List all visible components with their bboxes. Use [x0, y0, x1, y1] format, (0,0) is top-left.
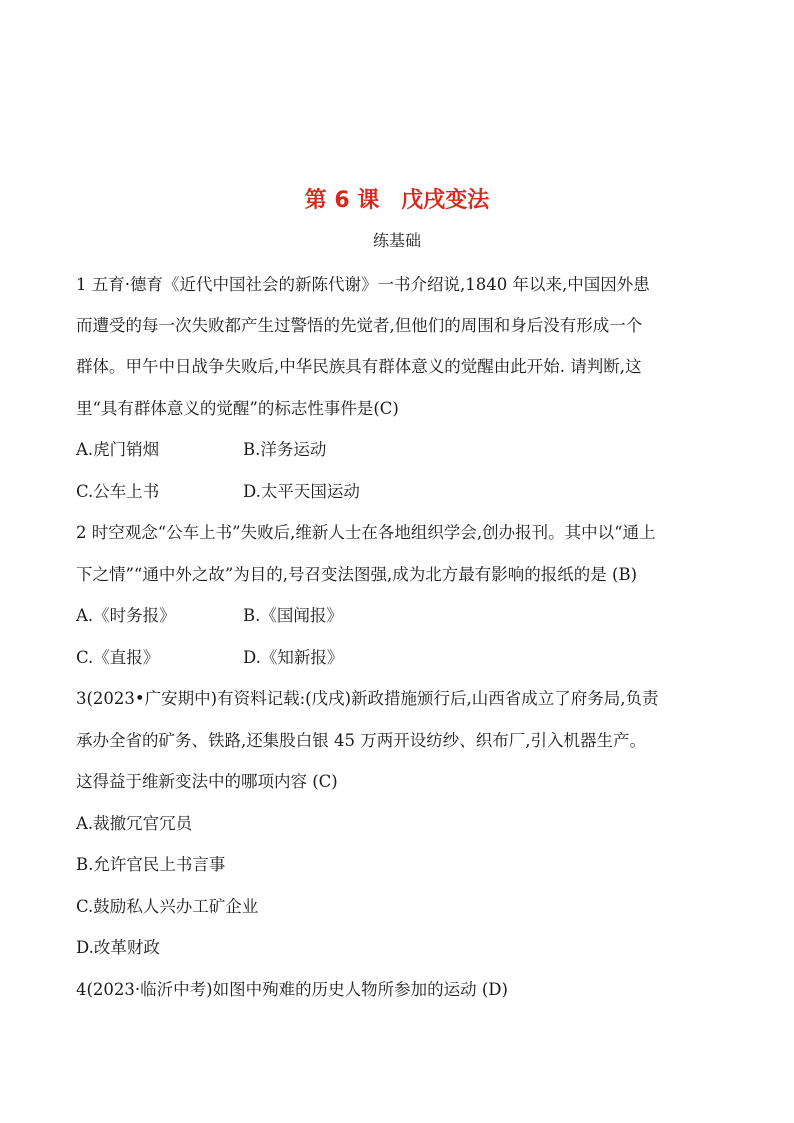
q2-line-1: 2 时空观念“公车上书”失败后,维新人士在各地组织学会,创办报刊。其中以“通上	[76, 523, 656, 542]
q4-line-1: 4(2023·临沂中考)如图中殉难的历史人物所参加的运动 (D)	[76, 980, 508, 999]
q2-option-b: B.《国闻报》	[243, 606, 343, 625]
q3-option-a: A.裁撤冗官冗员	[76, 814, 193, 833]
q2-option-c: C.《直报》	[76, 648, 160, 667]
q1-option-a: A.虎门销烟	[76, 440, 160, 459]
q2-option-a: A.《时务报》	[76, 606, 176, 625]
lesson-title: 第 6 课 戊戌变法	[304, 188, 490, 213]
q2-line-2: 下之情”“通中外之故”为目的,号召变法图强,成为北方最有影响的报纸的是 (B)	[76, 565, 638, 584]
q1-option-c: C.公车上书	[76, 482, 160, 501]
q1-line-4: 里“具有群体意义的觉醒”的标志性事件是(C)	[76, 399, 399, 418]
q1-option-b: B.洋务运动	[243, 440, 327, 459]
q3-option-d: D.改革财政	[76, 938, 160, 957]
q3-option-c: C.鼓励私人兴办工矿企业	[76, 897, 259, 916]
q3-line-3: 这得益于维新变法中的哪项内容 (C)	[76, 772, 338, 791]
q3-line-2: 承办全省的矿务、铁路,还集股白银 45 万两开设纺纱、织布厂,引入机器生产。	[76, 731, 646, 750]
q3-option-b: B.允许官民上书言事	[76, 855, 226, 874]
q1-option-d: D.太平天国运动	[243, 482, 360, 501]
section-subtitle: 练基础	[372, 231, 421, 250]
q2-option-d: D.《知新报》	[243, 648, 344, 667]
q3-line-1: 3(2023•广安期中)有资料记载:(戊戌)新政措施颁行后,山西省成立了府务局,负责	[76, 689, 659, 708]
q1-line-3: 群体。甲午中日战争失败后,中华民族具有群体意义的觉醒由此开始. 请判断,这	[76, 357, 642, 376]
q1-line-2: 而遭受的每一次失败都产生过警悟的先觉者,但他们的周围和身后没有形成一个	[76, 316, 643, 335]
q1-line-1: 1 五育·德育《近代中国社会的新陈代谢》一书介绍说,1840 年以来,中国因外患	[76, 275, 650, 294]
